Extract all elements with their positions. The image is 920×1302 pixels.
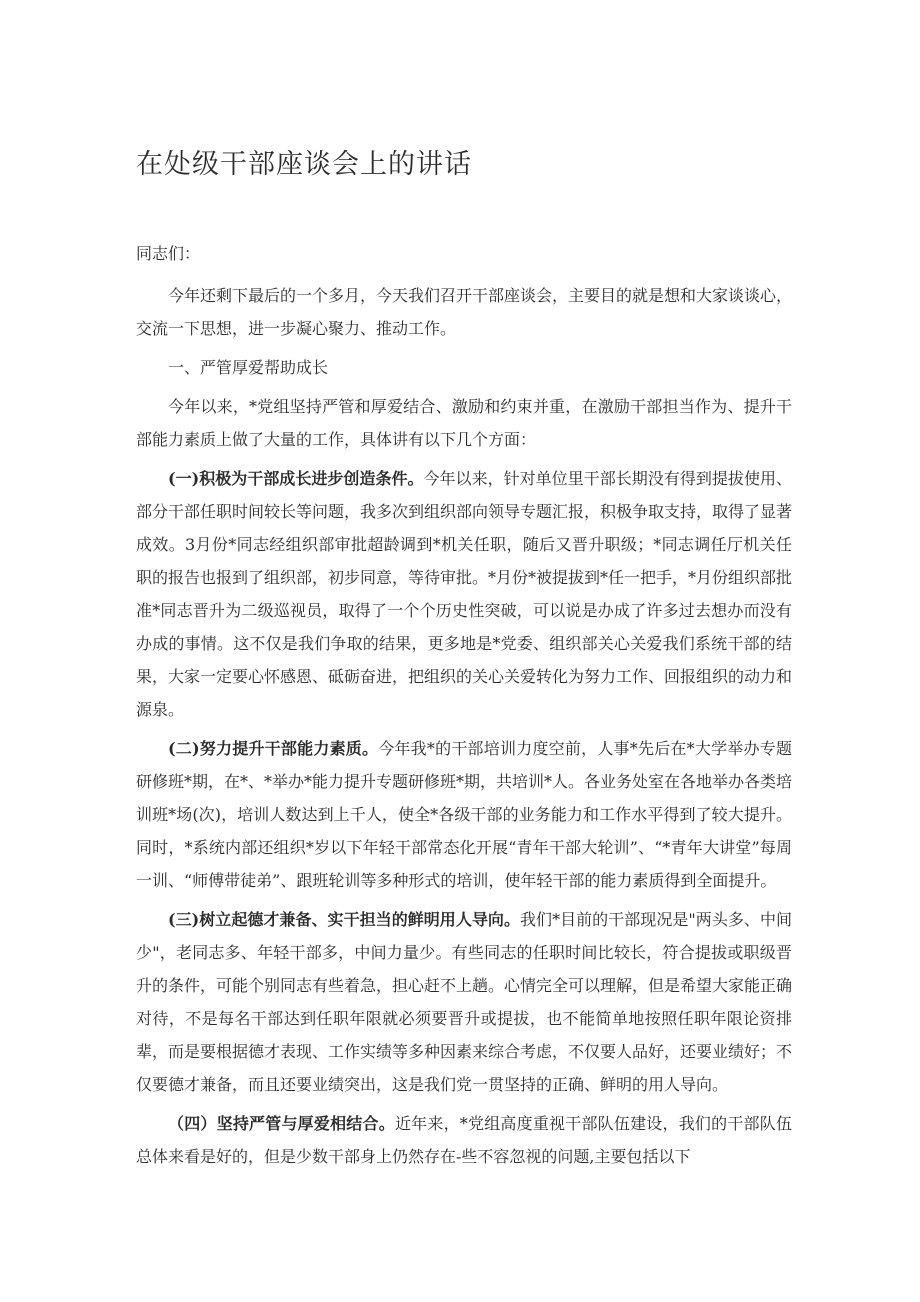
item-paragraph-3 — [136, 903, 792, 1101]
document-body — [136, 237, 792, 1179]
item-body-1: 今年以来，针对单位里干部长期没有得到提拔使用、部分干部任职时间较长等问题，我多次到组织部向领导专题汇报，积极争取支持，取得了显著成效。3月份*同志经组织部审批超龄调到*机关任职，随后又晋升职级；*同志调任厅机关任职的报告也报到了组织部，初步同意，等待审批。*月份*被提拔到*任一把手，*月份组织部批准*同志晋升为二级巡视员，取得了一个个历史性突破，可以说是办成了许多过去想办而没有办成的事情。这不仅是我们争取的结果，更多地是*党委、组织部关心关爱我们系统干部的结果，大家一定要心怀感恩、砥砺奋进，把组织的关心关爱转化为努力工作、回报组织的动力和源泉。 — [136, 469, 793, 719]
item-lead-1: (一)积极为干部成长进步创造条件。 — [168, 469, 424, 488]
salutation: 同志们： — [136, 244, 201, 263]
item-paragraph-2 — [136, 732, 792, 897]
section-heading: 一、严管厚爱帮助成长 — [168, 358, 329, 377]
item-body-4: 近年来，*党组高度重视干部队伍建设，我们的干部队伍总体来看是好的，但是少数干部身上仍然存在-些不容忽视的问题,主要包括以下 — [136, 1114, 792, 1166]
item-paragraph-1 — [136, 462, 792, 726]
item-lead-4: （四）坚持严管与厚爱相结合。 — [168, 1114, 395, 1133]
section-intro-paragraph: 今年以来，*党组坚持严管和厚爱结合、激励和约束并重，在激励干部担当作为、提升干部能力素质上做了大量的工作，具体讲有以下几个方面： — [136, 397, 792, 449]
item-paragraph-4 — [136, 1107, 792, 1173]
item-body-3: 我们*目前的干部现况是"两头多、中间少"，老同志多、年轻干部多，中间力量少。有些同志的任职时间比较长，符合提拔或职级晋升的条件，可能个别同志有些着急，担心赶不上趟。心情完全可以理解，但是希望大家能正确对待，不是每名干部达到任职年限就必须要晋升或提拔，也不能简单地按照任职年限论资排辈，而是要根据德才表现、工作实绩等多种因素来综合考虑，不仅要人品好，还要业绩好；不仅要德才兼备，而且还要业绩突出，这是我们党一贯坚持的正确、鲜明的用人导向。 — [136, 910, 793, 1094]
item-lead-3: (三)树立起德才兼备、实干担当的鲜明用人导向。 — [168, 910, 520, 929]
intro-paragraph: 今年还剩下最后的一个多月，今天我们召开干部座谈会，主要目的就是想和大家谈谈心，交流一下思想，进一步凝心聚力、推动工作。 — [136, 286, 793, 338]
item-body-2: 今年我*的干部培训力度空前，人事*先后在*大学举办专题研修班*期，在*、*举办*能力提升专题研修班*期，共培训*人。各业务处室在各地举办各类培训班*场(次)，培训人数达到上千人，使全*各级干部的业务能力和工作水平得到了较大提升。同时，*系统内部还组织*岁以下年轻干部常态化开展“青年干部大轮训”、“*青年大讲堂”每周一训、“师傅带徒弟”、跟班轮训等多种形式的培训，使年轻干部的能力素质得到全面提升。 — [136, 739, 793, 890]
item-lead-2: (二)努力提升干部能力素质。 — [168, 739, 379, 758]
document-title: 在处级干部座谈会上的讲话 — [136, 149, 472, 180]
